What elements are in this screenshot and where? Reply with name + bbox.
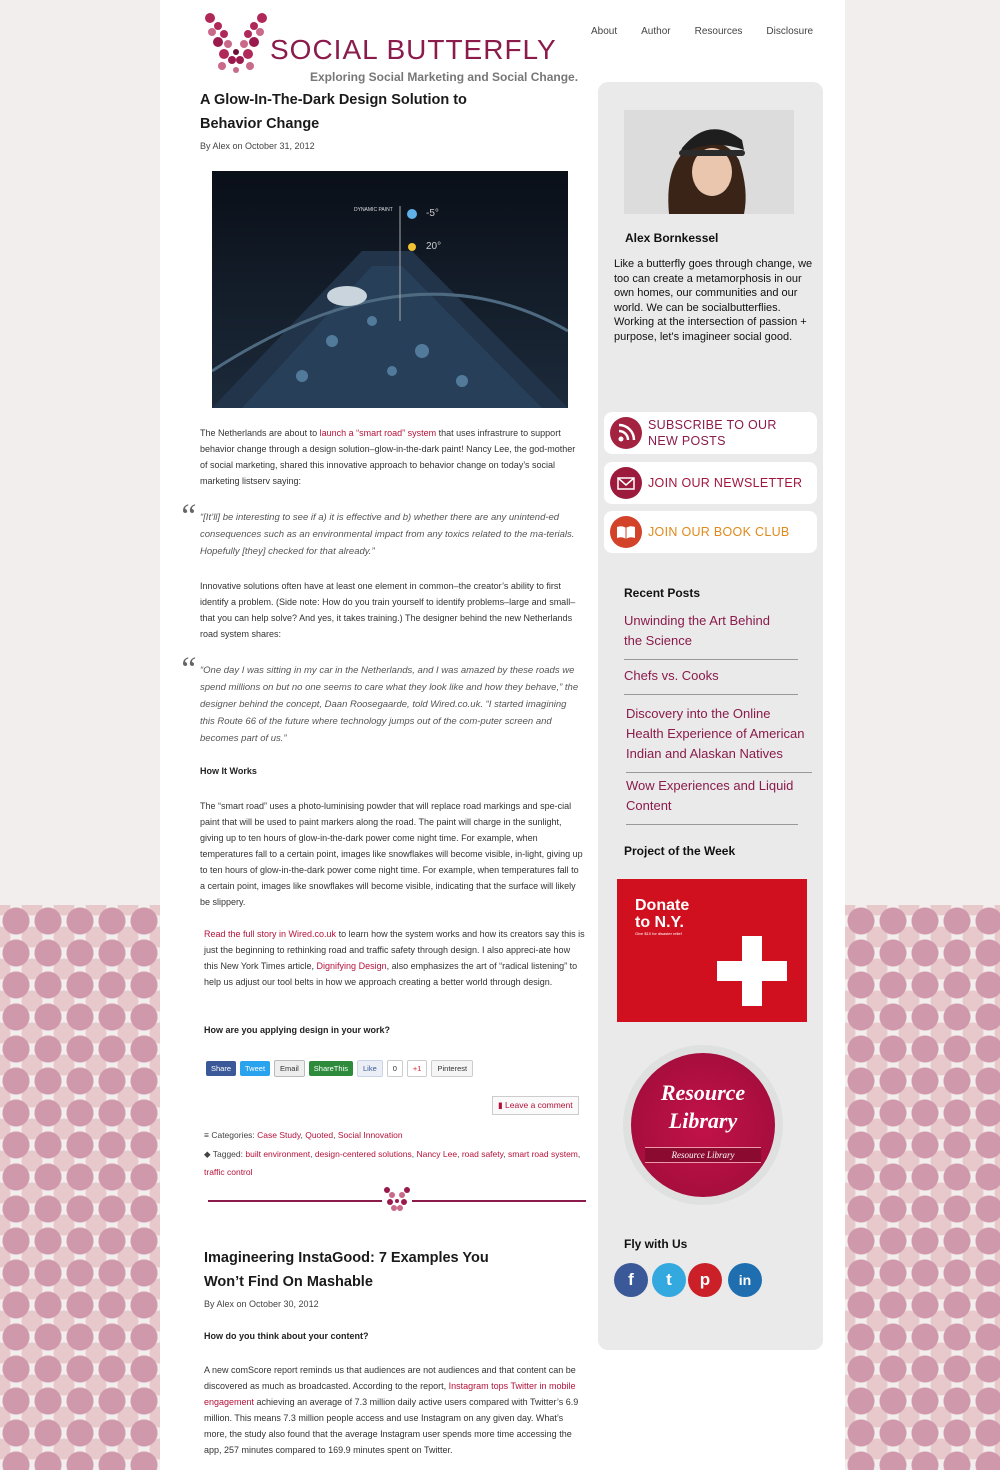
newsletter-button[interactable] [604,462,817,504]
book-icon [610,516,642,548]
text: , also emphasizes the art of “radical listening” to help us adjust our tool belts in how we approach creating a better world through design. [204,961,578,987]
recent-post-line: Indian and Alaskan Natives [626,746,783,761]
post-title-line1[interactable]: A Glow-In-The-Dark Design Solution to [200,92,467,108]
nav-about[interactable]: About [591,26,618,37]
paragraph-2: Innovative solutions often have at least one element in common–the creator’s ability to first identify a problem. (Side note: How do you train yourself to identify problems–large and small–that you can help solve? And yes, it takes training.) The designer behind the new Netherlands road system shares: [200,581,576,639]
badge-title [623,1079,783,1135]
post-tags: ◆ Tagged: built environment, design-centered solutions, Nancy Lee, road safety, smart road system, traffic control [204,1149,581,1177]
resource-library-badge[interactable] [623,1045,783,1205]
post-title[interactable] [200,88,580,136]
comment-icon: ▮ [498,1100,506,1110]
subscribe-line2: NEW POSTS [648,434,726,448]
quote-mark-icon: “ [178,651,197,688]
post-title-line2[interactable]: Won’t Find On Mashable [204,1274,373,1290]
tag-link[interactable]: Nancy Lee [416,1149,458,1159]
subscribe-button[interactable] [604,412,817,454]
post-byline: By Alex on October 30, 2012 [204,1299,319,1309]
author-photo [624,110,794,214]
paragraph-3: The “smart road” uses a photo-luminising powder that will replace road markings and spe-cial paint that will be used to paint markers along the road. The paint will charge in the sunlight, giving up to ten hours of glow-in-the-dark power come night time. For example, when temperatures fall to a certain point, images like snowflakes will become visible, in-light, giving up to ten hours of glow-in-the-dark power come night time. For example, when temperatures fall to a certain point, images like snowflakes will become visible, indicating that the surface will likely be slippery. [200,801,583,907]
facebook-share-button[interactable]: Share [206,1061,236,1076]
gplus-button[interactable]: +1 [407,1060,428,1077]
recent-post-line: Health Experience of American [626,726,805,741]
project-of-week-heading: Project of the Week [624,844,736,858]
post-byline: By Alex on October 31, 2012 [200,141,315,151]
how-it-works-heading: How It Works [200,766,257,776]
folder-icon: ≡ [204,1130,212,1140]
book-club-label: JOIN OUR BOOK CLUB [648,525,790,539]
recent-post-link[interactable] [624,666,798,695]
design-question-heading: How are you applying design in your work? [204,1025,391,1035]
quote-mark-icon: “ [178,498,197,535]
tag-link[interactable]: built environment [245,1149,311,1159]
post-header [204,1246,584,1312]
badge-line2: Library [668,1108,738,1133]
donate-title [635,897,689,931]
post-categories: ≡ Categories: Case Study, Quoted, Social Innovation [204,1130,403,1140]
recent-post-line: Chefs vs. Cooks [624,668,719,683]
twitter-icon[interactable]: t [652,1263,686,1297]
author-portrait-icon [624,110,794,214]
site-title: SOCIAL BUTTERFLY [270,34,557,65]
category-link[interactable]: Case Study [257,1130,301,1140]
envelope-icon [610,467,642,499]
recent-post-line: Discovery into the Online [626,706,771,721]
fly-with-us-heading: Fly with Us [624,1237,688,1251]
recent-post-link[interactable] [626,776,798,825]
post-header [200,88,580,154]
dynamic-paint-label: DYNAMIC PAINT [354,207,393,213]
post-title-line1[interactable]: Imagineering InstaGood: 7 Examples You [204,1250,489,1266]
linkedin-icon[interactable]: in [728,1263,762,1297]
newsletter-label: JOIN OUR NEWSLETTER [648,476,803,490]
recent-post-line: Content [626,798,672,813]
instagram-link[interactable]: Instagram tops Twitter in mobile engagement [204,1381,576,1407]
recent-post-line: Wow Experiences and Liquid [626,778,794,793]
post-title-line2[interactable]: Behavior Change [200,116,320,132]
share-bar [206,1060,473,1077]
recent-post-line: Unwinding the Art Behind [624,613,770,628]
tweet-button[interactable]: Tweet [240,1061,270,1076]
facebook-icon[interactable]: f [614,1263,648,1297]
site-tagline: Exploring Social Marketing and Social Change. [310,70,579,84]
butterfly-divider-icon [382,1186,412,1214]
cold-temp: -5° [426,208,439,219]
donate-line2: to N.Y. [635,914,684,931]
donate-line1: Donate [635,897,690,914]
subscribe-label [648,417,777,449]
badge-line1: Resource [660,1080,746,1105]
recent-post-line: the Science [624,633,692,648]
nav-resources[interactable]: Resources [694,26,743,37]
text: A new comScore report reminds us that audiences are not audiences and that content can be discovered as much as broadcasted. According to the report, [204,1365,576,1391]
smart-road-link[interactable]: launch a “smart road” system [319,428,437,438]
book-club-button[interactable] [604,511,817,553]
quote-1: “[It’ll] be interesting to see if a) it is effective and b) whether there are any unintend-ed consequences such as an environmental impact from any toxics related to the ma-terials. Hopefully [they] checked for that already.” [200,512,575,557]
pinterest-icon[interactable]: p [688,1263,722,1297]
author-bio: Like a butterfly goes through change, we too can create a metamorphosis in our own homes, our communities and our world. We can be socialbutterflies. Working at the intersection of passion + purpose, let's imagineer social good. [614,258,813,343]
tag-icon: ◆ [204,1149,213,1159]
main-nav [591,26,837,37]
dignifying-design-link[interactable]: Dignifying Design [316,961,387,971]
text: that uses infrastrure to support behavior change through a design solution–glow-in-the-dark paint! Nancy Lee, the god-mother of social marketing, shared this innovative approach to behavior change on today’s social marketing listserv saying: [200,428,576,486]
content-question-heading: How do you think about your content? [204,1331,369,1341]
nav-author[interactable]: Author [641,26,671,37]
page [160,0,845,1470]
tags-label: Tagged: [212,1149,246,1159]
sharethis-button[interactable]: ShareThis [309,1061,353,1076]
wired-link[interactable]: Read the full story in Wired.co.uk [204,929,337,939]
red-cross-icon [717,936,787,1006]
tag-link[interactable]: traffic control [204,1167,253,1177]
text: achieving an average of 7.3 million daily active users compared with Twitter’s 6.9 million. This means 7.3 million people access and use Instagram on any given day. What’s more, the study also found that the average Instagram user spends more time accessing the app, 257 minutes compared to 169.9 minutes spent on Twitter. [204,1397,579,1455]
donate-small-text: Give $10 for disaster relief [635,931,682,936]
category-link[interactable]: Quoted [305,1130,334,1140]
like-button[interactable]: Like [357,1060,383,1077]
butterfly-logo-icon [204,12,268,74]
author-name: Alex Bornkessel [625,231,719,245]
post-title[interactable] [204,1246,584,1294]
nav-disclosure[interactable]: Disclosure [766,26,814,37]
leave-comment-label: Leave a comment [505,1100,573,1110]
category-link[interactable]: Social Innovation [337,1130,403,1140]
subscribe-line1: SUBSCRIBE TO OUR [648,418,777,432]
badge-ribbon: Resource Library [645,1147,761,1163]
recent-post-link[interactable] [626,704,812,773]
quote-2: “One day I was sitting in my car in the Netherlands, and I was amazed by these roads we spend millions on but no one seems to care what they look like and how they behave,” the designer behind the concept, Daan Roosegaarde, told Wired.co.uk. “I started imagining this Route 66 of the future where technology jumps out of the com-puter screen and becomes part of us.” [200,665,579,744]
donate-banner[interactable] [617,879,807,1022]
recent-post-link[interactable] [624,611,798,660]
paragraph-4 [204,926,586,990]
categories-label: Categories: [211,1130,258,1140]
tag-link[interactable]: design-centered solutions [314,1149,412,1159]
recent-posts-heading: Recent Posts [624,586,701,600]
like-count: 0 [387,1060,403,1077]
pinterest-button[interactable]: Pinterest [431,1060,473,1077]
tag-link[interactable]: smart road system [507,1149,578,1159]
paragraph-1 [200,425,585,489]
tag-link[interactable]: road safety [461,1149,504,1159]
rss-icon [610,417,642,449]
leave-comment-button[interactable] [492,1096,579,1115]
text: to learn how the system works and how its creators say this is just the beginning to rethinking road and traffic safety through design. I also appreci-ate how this New York Times article, [204,929,585,971]
background-dots-left [0,905,160,1470]
sidebar [598,82,823,1350]
post2-paragraph-1 [204,1362,586,1458]
email-button[interactable]: Email [274,1060,305,1077]
text: The Netherlands are about to [200,428,320,438]
background-dots-right [845,905,1000,1470]
smart-road-image [212,171,568,408]
warm-temp: 20° [426,241,442,252]
site-logo[interactable] [204,12,579,84]
